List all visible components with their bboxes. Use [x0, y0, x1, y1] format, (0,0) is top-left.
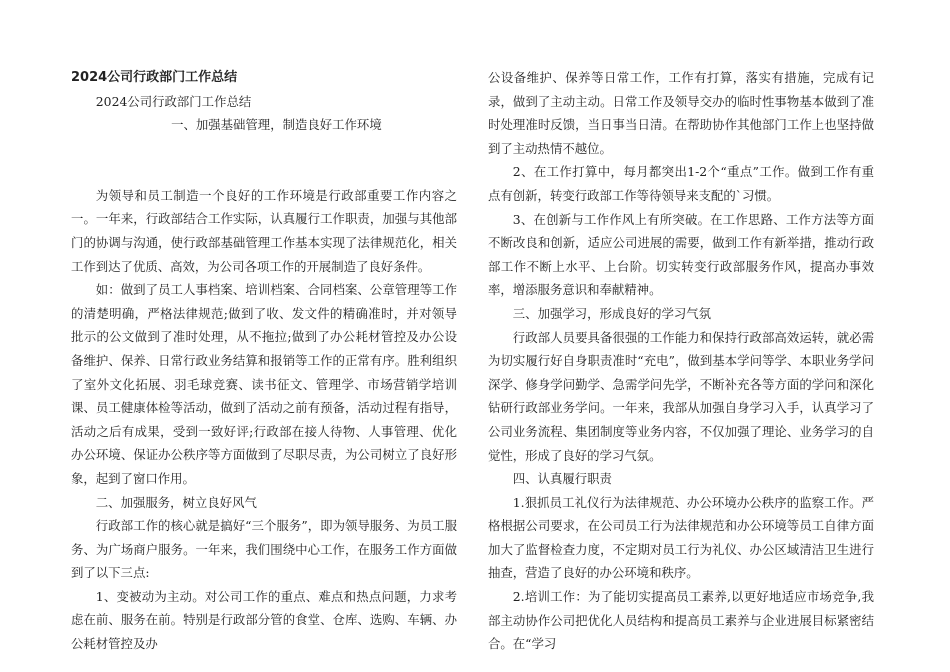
section-heading-2: 二、加强服务，树立良好风气 — [95, 494, 257, 510]
paragraph: 1.狠抓员工礼仪行为法律规范、办公环境办公秩序的监察工作。严格根据公司要求，在公司员工行为法律规范和办公环境等员工自律方面加大了监督检查力度，不定期对员工行为礼仪、办公区域清洁卫生进行抽查，营造了良好的办公环境和秩序。 — [488, 494, 874, 581]
right-column — [488, 66, 874, 656]
paragraph: 2.培训工作：为了能切实提高员工素养,以更好地适应市场竞争,我部主动协作公司把优化人员结构和提高员工素养与企业进展目标紧密结合。在“学习 — [488, 589, 874, 652]
paragraph: 1、变被动为主动。对公司工作的重点、难点和热点问题，力求考虑在前、服务在前。特别是行政部分管的食堂、仓库、选购、车辆、办公耗材管控及办 — [71, 588, 457, 652]
section-heading-1: 一、加强基础管理，制造良好工作环境 — [171, 117, 382, 133]
paragraph: 2、在工作打算中，每月都突出1-2个“重点”工作。做到工作有重点有创新，转变行政部工作等待领导来支配的`习惯。 — [488, 164, 874, 203]
section-heading-4: 四、认真履行职责 — [512, 471, 612, 487]
section-heading-3: 三、加强学习，形成良好的学习气氛 — [512, 305, 712, 321]
paragraph: 如：做到了员工人事档案、培训档案、合同档案、公章管理等工作的清楚明确，严格法律规范;做到了收、发文件的精确准时，并对领导批示的公文做到了准时处理，从不拖拉;做到了办公耗材管控及办公设备维护、保养、日常行政业务结算和报销等工作的正常有序。胜利组织了室外文化拓展、羽毛球竞赛、读书征文、管理学、市场营销学培训课、员工健康体检等活动，做到了活动之前有预备，活动过程有指导，活动之后有成果，受到一致好评;行政部在接人待物、人事管理、优化办公环境、保证办公秩序等方面做到了尽职尽责，为公司树立了良好形象，起到了窗口作用。 — [71, 282, 457, 486]
paragraph-continued: 公设备维护、保养等日常工作，工作有打算，落实有措施，完成有记录，做到了主动主动。日常工作及领导交办的临时性事物基本做到了准时处理准时反馈，当日事当日清。在帮助协作其他部门工作上也坚持做到了主动热情不越位。 — [488, 70, 874, 156]
left-column — [71, 66, 457, 656]
paragraph: 3、在创新与工作作风上有所突破。在工作思路、工作方法等方面不断改良和创新，适应公司进展的需要，做到工作有新举措，推动行政部工作不断上水平、上台阶。切实转变行政部服务作风，提高办事效率，增添服务意识和奉献精神。 — [488, 211, 874, 298]
document-title: 2024公司行政部门工作总结 — [71, 70, 238, 85]
paragraph: 行政部人员要具备很强的工作能力和保持行政部高效运转，就必需为切实履行好自身职责准时“充电”，做到基本学问等学、本职业务学问深学、修身学问勤学、急需学问先学，不断补充各等方面的学问和深化钻研行政部业务学问。一年来，我部从加强自身学习入手，认真学习了公司业务流程、集团制度等业务内容，不仅加强了理论、业务学习的自觉性，形成了良好的学习气氛。 — [488, 329, 874, 463]
spacer — [71, 137, 457, 184]
paragraph: 行政部工作的核心就是搞好“三个服务”，即为领导服务、为员工服务、为广场商户服务。一年来，我们围绕中心工作，在服务工作方面做到了以下三点: — [71, 518, 457, 581]
paragraph: 为领导和员工制造一个良好的工作环境是行政部重要工作内容之一。一年来，行政部结合工作实际，认真履行工作职责，加强与其他部门的协调与沟通，使行政部基础管理工作基本实现了法律规范化，相关工作到达了优质、高效，为公司各项工作的开展制造了良好条件。 — [71, 187, 457, 274]
document-subtitle: 2024公司行政部门工作总结 — [95, 93, 252, 109]
